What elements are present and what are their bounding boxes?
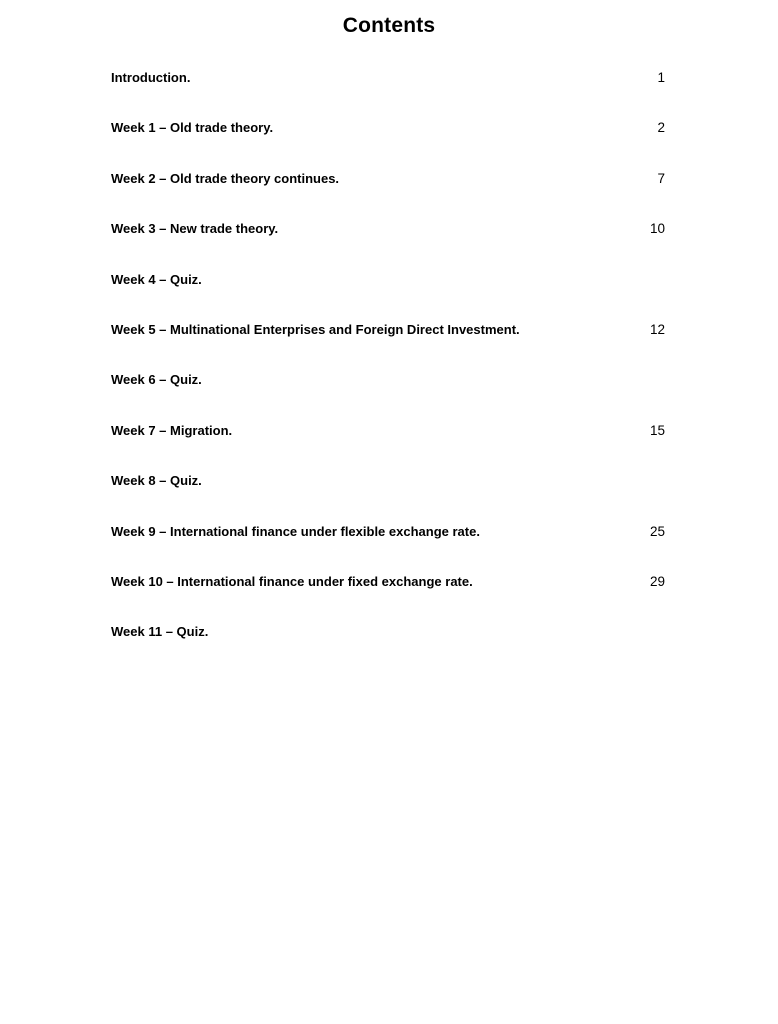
- toc-entry-title: Week 9 – International finance under flexible exchange rate.: [111, 523, 480, 539]
- toc-entry: [111, 268, 665, 318]
- toc-entry: [111, 469, 665, 519]
- toc-entry-page-number: 25: [649, 523, 665, 539]
- toc-entry-title: Week 11 – Quiz.: [111, 624, 209, 640]
- toc-entry: [111, 620, 665, 670]
- toc-entry-page-number: 10: [649, 221, 665, 237]
- toc-entry: [111, 318, 665, 368]
- toc-entry-page-number: 2: [657, 120, 665, 136]
- toc-entry-page-number: 1: [657, 70, 665, 85]
- toc-entry-title: Introduction.: [111, 70, 191, 85]
- toc-entry-title: Week 10 – International finance under fixed exchange rate.: [111, 573, 473, 589]
- toc-entry: [111, 520, 665, 570]
- toc-entry-title: Week 4 – Quiz.: [111, 271, 202, 287]
- toc-entry: [111, 217, 665, 267]
- toc-entry-page-number: 12: [649, 321, 665, 337]
- toc-entry-title: Week 7 – Migration.: [111, 422, 233, 438]
- toc-entry-page-number: 29: [649, 573, 665, 589]
- toc-entry: [111, 368, 665, 418]
- toc-entry-title: Week 6 – Quiz.: [111, 372, 202, 388]
- toc-entry-title: Week 3 – New trade theory.: [111, 221, 279, 237]
- page-title: Contents: [342, 14, 436, 37]
- toc-entry: [111, 570, 665, 620]
- toc-entry-title: Week 8 – Quiz.: [111, 473, 202, 489]
- toc-entry: [111, 419, 665, 469]
- toc-entry-page-number: 7: [657, 170, 665, 186]
- toc-entry-title: Week 2 – Old trade theory continues.: [111, 170, 340, 186]
- toc-entry: [111, 167, 665, 217]
- toc-entry-title: Week 1 – Old trade theory.: [111, 120, 274, 136]
- toc-entry-title: Week 5 – Multinational Enterprises and Foreign Direct Investment.: [111, 321, 520, 337]
- toc-entry-page-number: 15: [649, 422, 665, 438]
- table-of-contents: [111, 66, 665, 671]
- toc-entry: [111, 66, 665, 116]
- toc-entry: [111, 116, 665, 166]
